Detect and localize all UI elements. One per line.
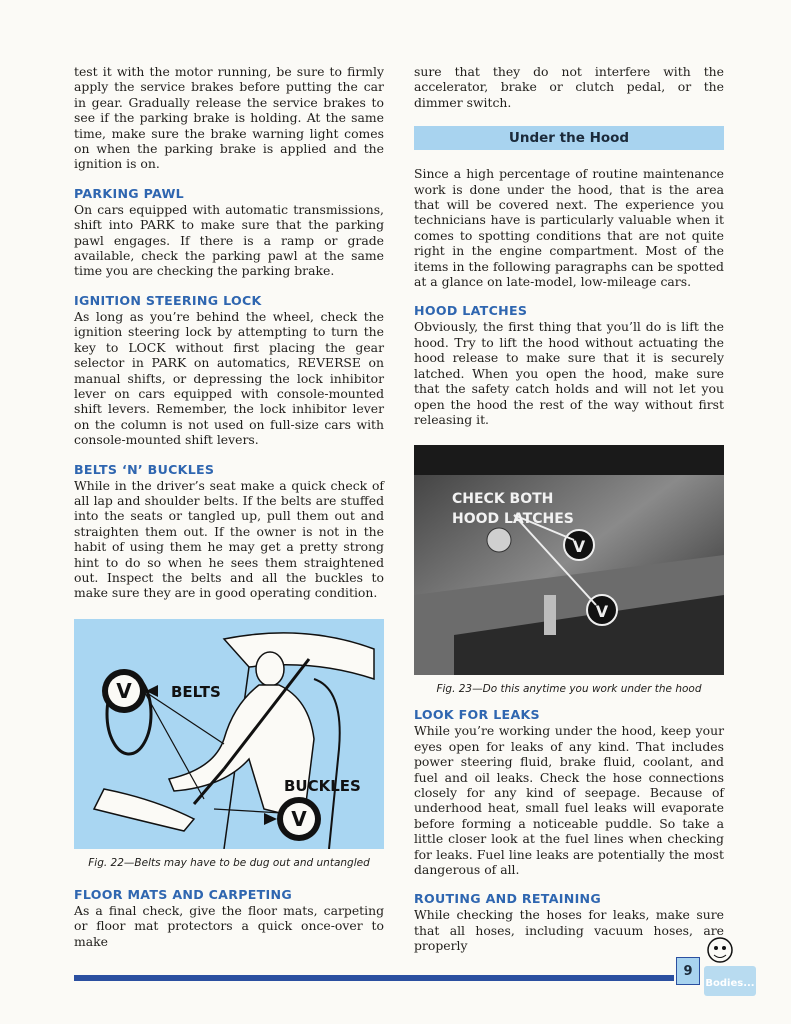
label-belts: BELTS: [171, 682, 221, 701]
svg-text:V: V: [595, 602, 609, 622]
svg-text:V: V: [572, 537, 586, 557]
svg-text:V: V: [291, 806, 307, 831]
continued-paragraph: sure that they do not interfere with the accelerator, brake or clutch pedal, or the dimmer switch.: [414, 64, 724, 110]
figure-23-caption: Fig. 23—Do this anytime you work under the hood: [436, 683, 702, 696]
floor-mats-text: As a final check, give the floor mats, carpeting or floor mat protectors a quick once-over to make: [74, 902, 384, 949]
page-number: 9: [676, 957, 700, 985]
heading-routing-retaining: ROUTING AND RETAINING: [414, 891, 602, 907]
heading-floor-mats: FLOOR MATS AND CARPETING: [74, 886, 293, 902]
heading-belts-buckles: BELTS ‘N’ BUCKLES: [74, 461, 215, 477]
intro-paragraph: test it with the motor running, be sure to firmly apply the service brakes before putting the car in gear. Gradually release the service brakes to see if the parking brake is holding. At the same time, make sure the brake warning light comes on when the parking brake is applied and the ignition is on.: [74, 64, 384, 172]
hood-intro-text: Since a high percentage of routine maintenance work is done under the hood, that is the area that will be covered next. The experience you technicians have is particularly valuable when it comes to spotting conditions that are not quite right in the engine compartment. Most of the items in the following paragraphs can be spotted at a glance on late-model, low-mileage cars.: [414, 166, 724, 290]
watermark-text: Bodies...: [705, 978, 755, 989]
routing-retaining-text: While checking the hoses for leaks, make sure that all hoses, including vacuum hoses, are properly: [414, 907, 724, 954]
ignition-steering-lock-text: As long as you’re behind the wheel, check the ignition steering lock by attempting to turn the key to LOCK without first placing the gear selector in PARK on automatics, REVERSE on manual shifts, or depressing the lock inhibitor lever on cars equipped with console-mounted shift levers. Remember, the lock inhibitor lever on the column is not used on full-size cars with console-mounted shift levers.: [74, 308, 384, 448]
check-badge-icon: [564, 530, 594, 560]
heading-parking-pawl: PARKING PAWL: [74, 185, 184, 201]
section-band-title: Under the Hood: [508, 130, 630, 147]
svg-text:V: V: [116, 678, 132, 703]
engine-photo: [414, 445, 724, 675]
footer-bar: [74, 975, 674, 981]
figure-22: [74, 619, 384, 869]
look-for-leaks-text: While you’re working under the hood, keep your eyes open for leaks of any kind. That includes power steering fluid, brake fluid, coolant, and fuel and oil leaks. Check the hose connections closely for any kind of seepage. Because of underhood heat, small fuel leaks will evaporate before forming a noticeable puddle. So take a little closer look at the fuel lines when checking for leaks. Fuel line leaks are potentially the most dangerous of all.: [414, 723, 724, 877]
belts-illustration: [74, 619, 384, 849]
figure-23: [414, 445, 724, 695]
figure-23-label-line2: HOOD LATCHES: [452, 511, 574, 528]
mascot-watermark-icon: [700, 932, 760, 1002]
heading-ignition-steering-lock: IGNITION STEERING LOCK: [74, 292, 262, 308]
figure-23-label-line1: CHECK BOTH: [452, 491, 554, 508]
hood-latches-text: Obviously, the first thing that you’ll do is lift the hood. Try to lift the hood without actuating the hood release to make sure that it is securely latched. When you open the hood, make sure that the safety catch holds and will not let you open the hood the rest of the way without first releasing it.: [414, 319, 724, 427]
heading-hood-latches: HOOD LATCHES: [414, 303, 528, 319]
heading-look-for-leaks: LOOK FOR LEAKS: [414, 707, 540, 723]
belts-buckles-text: While in the driver’s seat make a quick check of all lap and shoulder belts. If the belts are stuffed into the seats or tangled up, pull them out and straighten them out. If the owner is not in the habit of using them he may get a pretty strong hint to do so when he sees them straightened out. Inspect the belts and all the buckles to make sure they are in good operating condition.: [74, 477, 384, 601]
left-column: [74, 64, 384, 949]
figure-22-caption: Fig. 22—Belts may have to be dug out and untangled: [88, 856, 370, 869]
right-column: [414, 64, 724, 954]
parking-pawl-text: On cars equipped with automatic transmissions, shift into PARK to make sure that the parking pawl engages. If there is a ramp or grade available, check the parking pawl at the same time you are checking the parking brake.: [74, 201, 384, 279]
section-band: [414, 126, 724, 150]
label-buckles: BUCKLES: [284, 776, 361, 795]
